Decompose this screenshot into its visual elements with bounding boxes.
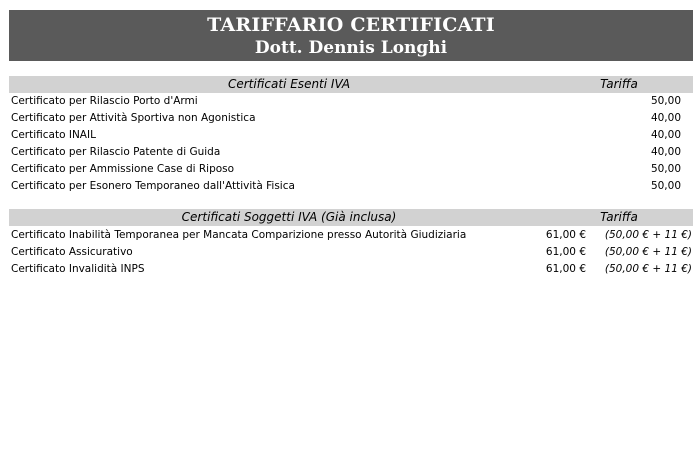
page-title: TARIFFARIO CERTIFICATI (207, 14, 495, 36)
table-row (9, 244, 693, 261)
certificate-name: Certificato Assicurativo (11, 246, 133, 258)
certificate-name: Certificato per Ammissione Case di Riposo (11, 163, 235, 175)
section-header-soggetti-iva (9, 209, 693, 226)
certificate-name: Certificato per Rilascio Patente di Guida (11, 146, 221, 158)
tariff-column-header: Tariffa (600, 210, 638, 224)
certificate-price: 50,00 (650, 163, 681, 175)
table-row (9, 161, 693, 178)
certificate-price: 61,00 € (545, 229, 586, 241)
certificate-price: 40,00 (650, 146, 681, 158)
price-breakdown: (50,00 € + 11 €) (604, 246, 692, 258)
table-row (9, 127, 693, 144)
certificate-price: 50,00 (650, 95, 681, 107)
certificate-price: 61,00 € (545, 263, 586, 275)
table-row (9, 144, 693, 161)
table-row (9, 93, 693, 110)
certificate-price: 40,00 (650, 112, 681, 124)
section-title: Certificati Esenti IVA (227, 77, 351, 91)
certificate-price: 40,00 (650, 129, 681, 141)
certificate-name: Certificato Inabilità Temporanea per Mancata Comparizione presso Autorità Giudiziaria (11, 229, 467, 241)
price-breakdown: (50,00 € + 11 €) (604, 263, 692, 275)
section-title: Certificati Soggetti IVA (Già inclusa) (181, 210, 397, 224)
certificate-name: Certificato INAIL (11, 129, 96, 141)
price-breakdown: (50,00 € + 11 €) (604, 229, 692, 241)
certificate-name: Certificato per Attività Sportiva non Agonistica (11, 112, 256, 124)
page-header (9, 10, 693, 61)
table-row (9, 110, 693, 127)
table-row (9, 227, 693, 244)
tariff-column-header: Tariffa (600, 77, 638, 91)
certificate-price: 50,00 (650, 180, 681, 192)
page-subtitle: Dott. Dennis Longhi (254, 38, 448, 58)
certificate-name: Certificato per Rilascio Porto d'Armi (11, 95, 198, 107)
table-row (9, 178, 693, 195)
certificate-price: 61,00 € (545, 246, 586, 258)
certificate-name: Certificato per Esonero Temporaneo dall'Attività Fisica (11, 180, 295, 192)
table-row (9, 261, 693, 278)
certificate-name: Certificato Invalidità INPS (11, 263, 145, 275)
section-header-esenti (9, 76, 693, 93)
